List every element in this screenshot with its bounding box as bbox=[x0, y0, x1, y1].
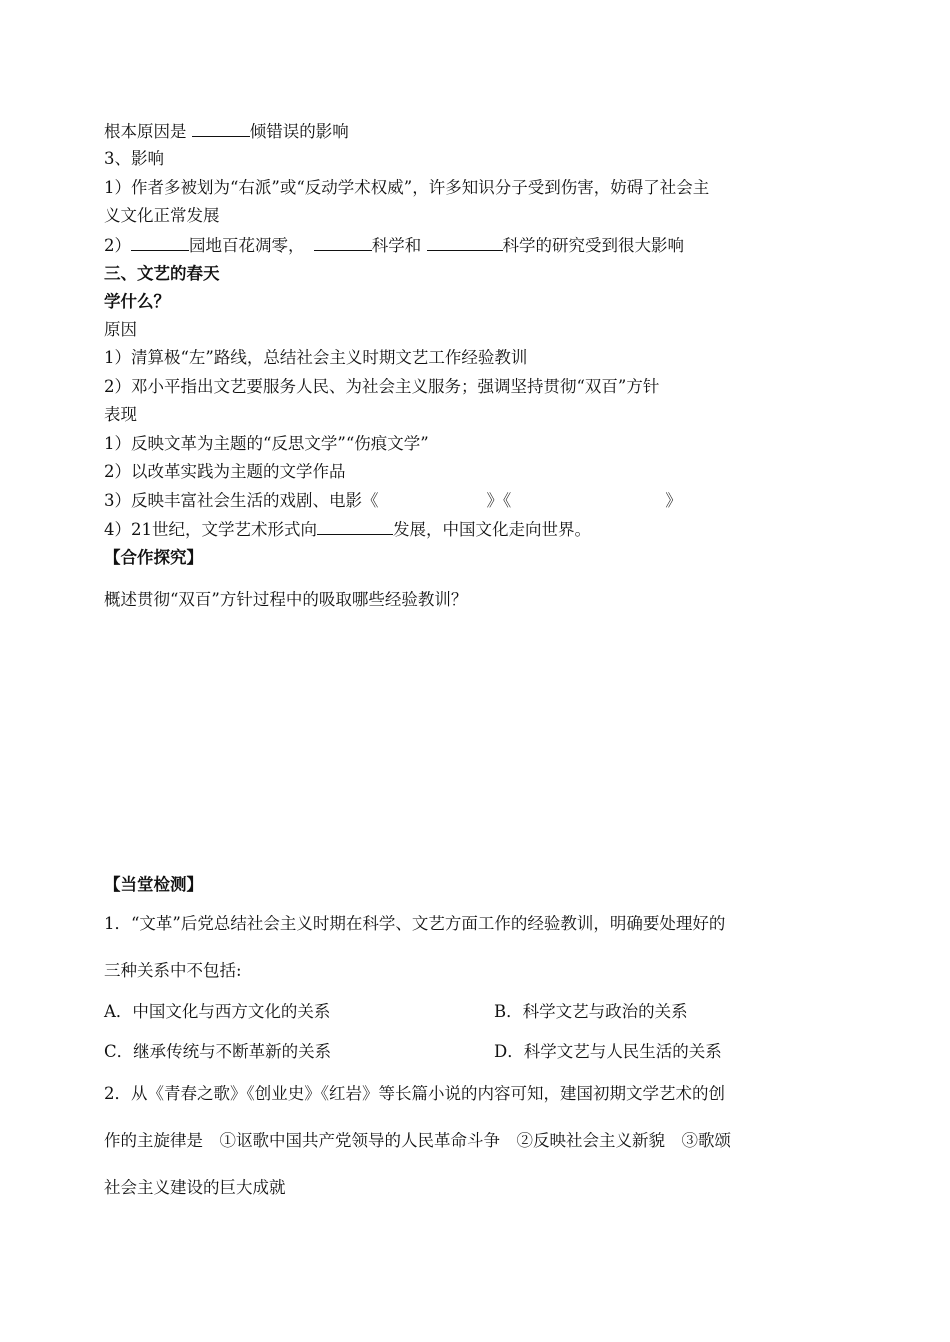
show-heading: 表现 bbox=[104, 405, 137, 424]
blank-3[interactable] bbox=[314, 235, 372, 251]
option-a[interactable]: A．中国文化与西方文化的关系 bbox=[104, 1002, 331, 1021]
blank-1[interactable] bbox=[192, 121, 250, 137]
reason-heading: 原因 bbox=[104, 320, 137, 339]
show-1: 1）反映文革为主题的“反思文学”“伤痕文学” bbox=[104, 434, 429, 453]
show-4: 4）21世纪，文学艺术形式向 发展，中国文化走向世界。 bbox=[104, 520, 591, 539]
blank-2[interactable] bbox=[131, 235, 189, 251]
cooperation-question: 概述贯彻“双百”方针过程中的吸取哪些经验教训？ bbox=[104, 590, 468, 609]
question-2: 2．从《青春之歌》《创业史》《红岩》等长篇小说的内容可知，建国初期文学艺术的创 bbox=[104, 1084, 725, 1103]
reason-2: 2）邓小平指出文艺要服务人民、为社会主义服务；强调坚持贯彻“双百”方针 bbox=[104, 377, 660, 396]
question-2-cont: 作的主旋律是 ①讴歌中国共产党领导的人民革命斗争 ②反映社会主义新貌 ③歌颂 bbox=[104, 1131, 731, 1150]
influence-point-1: 1）作者多被划为“右派”或“反动学术权威”，许多知识分子受到伤害，妨碍了社会主 bbox=[104, 178, 710, 197]
option-c[interactable]: C．继承传统与不断革新的关系 bbox=[104, 1042, 332, 1061]
check-heading: 【当堂检测】 bbox=[104, 875, 203, 894]
section-heading-influence: 3、影响 bbox=[104, 149, 164, 168]
option-d[interactable]: D．科学文艺与人民生活的关系 bbox=[494, 1042, 722, 1061]
option-b[interactable]: B．科学文艺与政治的关系 bbox=[494, 1002, 688, 1021]
influence-point-2: 2） 园地百花凋零， 科学和 科学的研究受到很大影响 bbox=[104, 236, 684, 255]
section-heading-3: 三、文艺的春天 bbox=[104, 264, 220, 283]
question-2-cont-2: 社会主义建设的巨大成就 bbox=[104, 1178, 286, 1197]
show-3: 3）反映丰富社会生活的戏剧、电影《 》《 》 bbox=[104, 491, 682, 510]
influence-point-1-cont: 义文化正常发展 bbox=[104, 206, 220, 225]
show-2: 2）以改革实践为主题的文学作品 bbox=[104, 462, 346, 481]
blank-7[interactable] bbox=[317, 519, 393, 535]
reason-1: 1）清算极“左”路线，总结社会主义时期文艺工作经验教训 bbox=[104, 348, 528, 367]
question-1: 1．“文革”后党总结社会主义时期在科学、文艺方面工作的经验教训，明确要处理好的 bbox=[104, 914, 726, 933]
question-1-cont: 三种关系中不包括: bbox=[104, 961, 242, 980]
learn-heading: 学什么？ bbox=[104, 292, 170, 311]
cooperation-heading: 【合作探究】 bbox=[104, 548, 203, 567]
blank-4[interactable] bbox=[427, 235, 503, 251]
root-cause-line: 根本原因是 倾错误的影响 bbox=[104, 122, 349, 141]
